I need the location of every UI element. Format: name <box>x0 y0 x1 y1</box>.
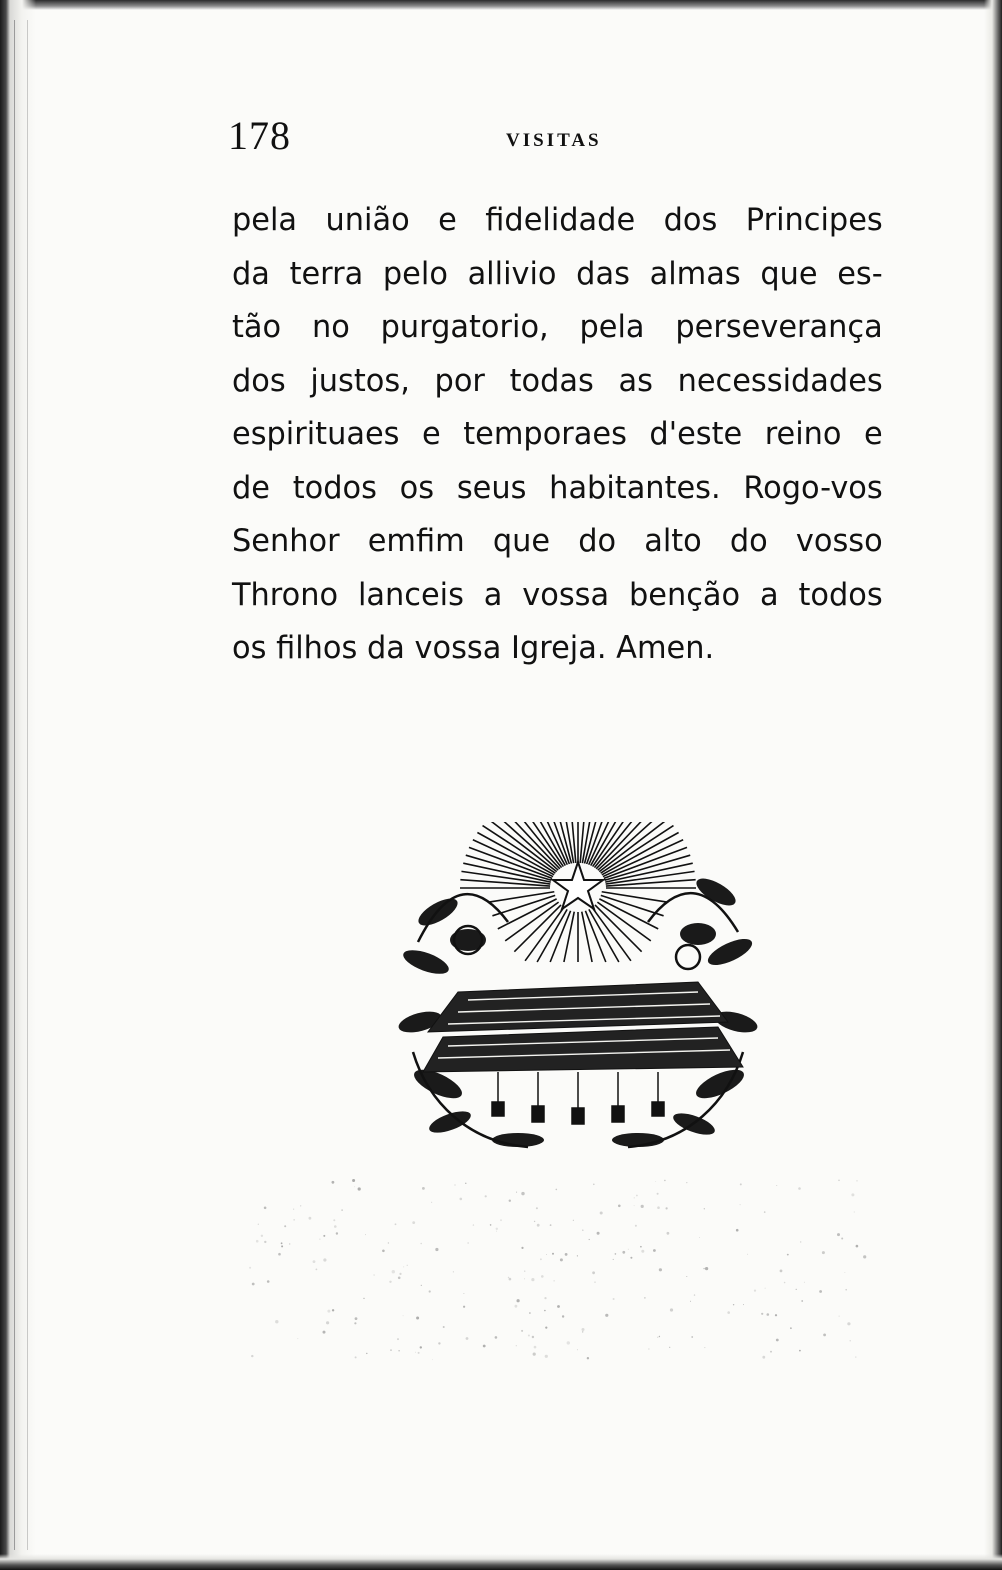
text-line: Senhor emfim que do alto do vosso <box>232 523 883 559</box>
body-text <box>232 194 883 676</box>
star-sunburst-temple-vignette-icon <box>398 822 758 1162</box>
running-head: VISITAS <box>506 130 602 151</box>
text-line: tão no purgatorio, pela perseverança <box>232 309 883 345</box>
page-number: 178 <box>228 113 291 158</box>
page-header <box>228 112 908 162</box>
text-line: da terra pelo allivio das almas que es- <box>232 255 883 292</box>
text-line: Throno lanceis a vossa benção a todos <box>232 576 883 613</box>
scan-edge-line <box>27 20 28 1550</box>
text-line: os filhos da vossa Igreja. Amen. <box>232 630 715 666</box>
scan-edge-left <box>0 0 36 1570</box>
text-line: dos justos, por todas as necessidades <box>232 362 883 399</box>
text-line: de todos os seus habitantes. Rogo-vos <box>232 469 883 506</box>
scan-edge-top <box>0 0 1002 10</box>
scan-edge-right <box>984 0 1002 1570</box>
scan-edge-line <box>14 20 15 1550</box>
scan-noise <box>240 1170 880 1370</box>
scan-edge-bottom <box>0 1554 1002 1570</box>
text-line: espirituaes e temporaes d'este reino e <box>232 416 883 452</box>
text-line: pela união e fidelidade dos Principes <box>232 202 883 238</box>
